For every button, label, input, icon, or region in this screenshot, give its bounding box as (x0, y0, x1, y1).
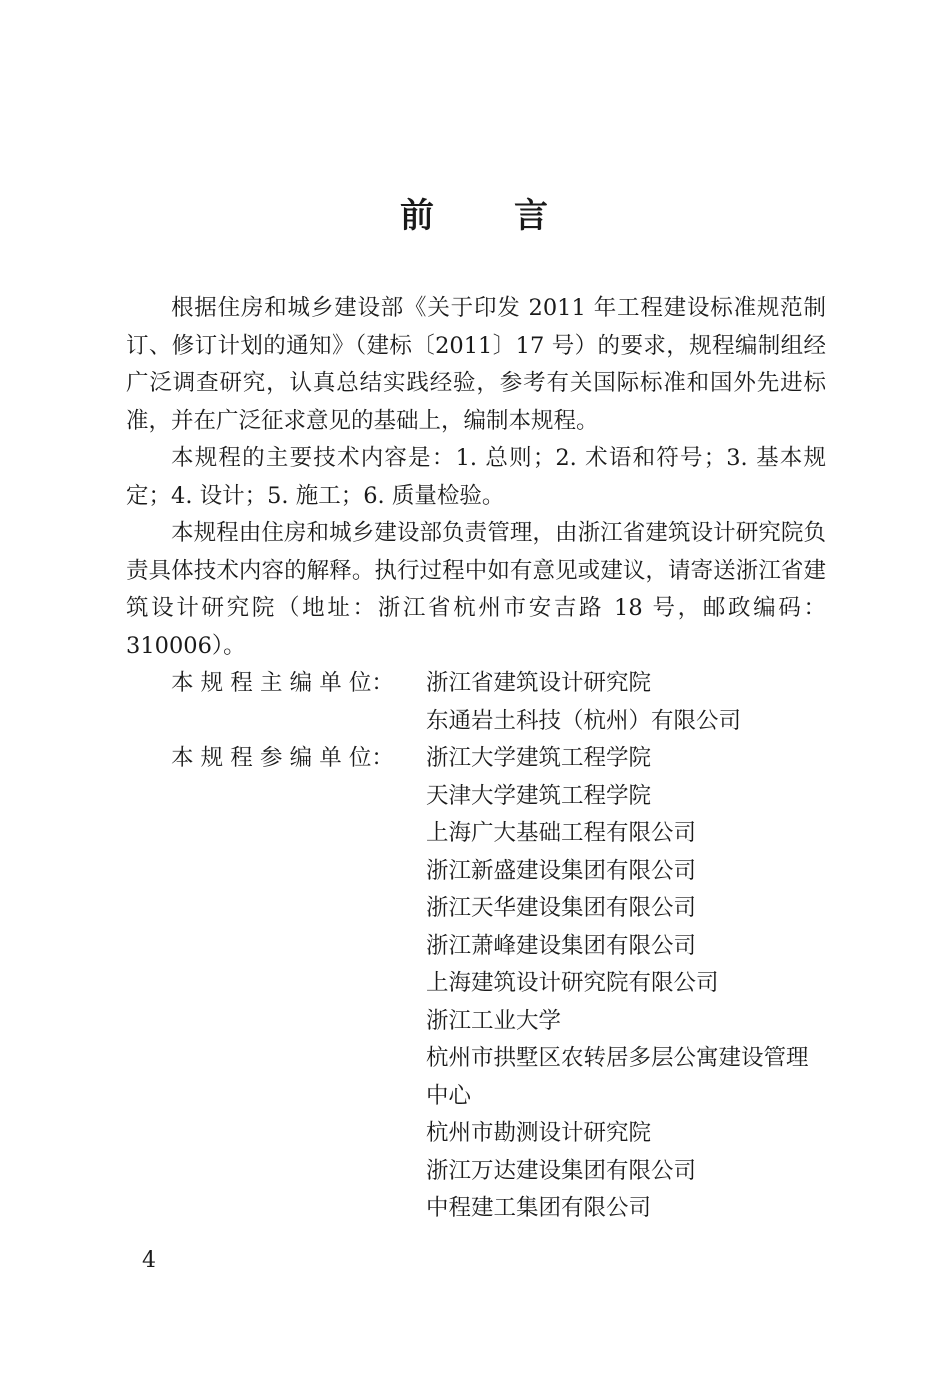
preface-paragraph-3: 本规程由住房和城乡建设部负责管理，由浙江省建筑设计研究院负责具体技术内容的解释。执行过程中如有意见或建议，请寄送浙江省建筑设计研究院（地址：浙江省杭州市安吉路 18 号，邮政编码：310006）。 (126, 520, 826, 659)
participating-unit-item: 浙江大学建筑工程学院 (426, 745, 652, 771)
participating-unit-item: 杭州市勘测设计研究院 (426, 1120, 652, 1146)
page-number: 4 (142, 1248, 156, 1273)
chief-units-section (126, 665, 826, 740)
chief-units-label: 本 规 程 主 编 单 位： (171, 670, 394, 696)
title-char-2: 言 (514, 196, 550, 236)
preface-paragraph-1: 根据住房和城乡建设部《关于印发 2011 年工程建设标准规范制订、修订计划的通知》（建标〔2011〕17 号）的要求，规程编制组经广泛调查研究，认真总结实践经验，参考有关国际标准和国外先进标准，并在广泛征求意见的基础上，编制本规程。 (126, 295, 826, 434)
participating-unit-item: 天津大学建筑工程学院 (426, 782, 652, 809)
participating-unit-item: 浙江新盛建设集团有限公司 (426, 857, 697, 884)
preface-body (126, 290, 826, 1228)
participating-unit-item: 浙江工业大学 (426, 1007, 562, 1034)
title-char-1: 前 (400, 196, 436, 236)
participating-unit-item: 上海广大基础工程有限公司 (426, 820, 697, 846)
participating-unit-item: 浙江万达建设集团有限公司 (426, 1157, 697, 1184)
participating-units-section (126, 740, 826, 1228)
page-title (0, 188, 950, 237)
chief-unit-item: 东通岩土科技（杭州）有限公司 (426, 707, 742, 734)
participating-unit-item: 杭州市拱墅区农转居多层公寓建设管理中心 (426, 1045, 809, 1109)
chief-unit-item: 浙江省建筑设计研究院 (426, 670, 652, 696)
participating-units-list (426, 740, 826, 1228)
preface-paragraph-2: 本规程的主要技术内容是：1. 总则；2. 术语和符号；3. 基本规定；4. 设计；5. 施工；6. 质量检验。 (126, 445, 826, 509)
participating-unit-item: 浙江天华建设集团有限公司 (426, 895, 697, 921)
participating-unit-item: 中程建工集团有限公司 (426, 1195, 652, 1221)
participating-unit-item: 上海建筑设计研究院有限公司 (426, 970, 719, 996)
participating-units-label: 本 规 程 参 编 单 位： (171, 745, 394, 771)
participating-unit-item: 浙江萧峰建设集团有限公司 (426, 932, 697, 959)
chief-units-list (426, 665, 826, 740)
